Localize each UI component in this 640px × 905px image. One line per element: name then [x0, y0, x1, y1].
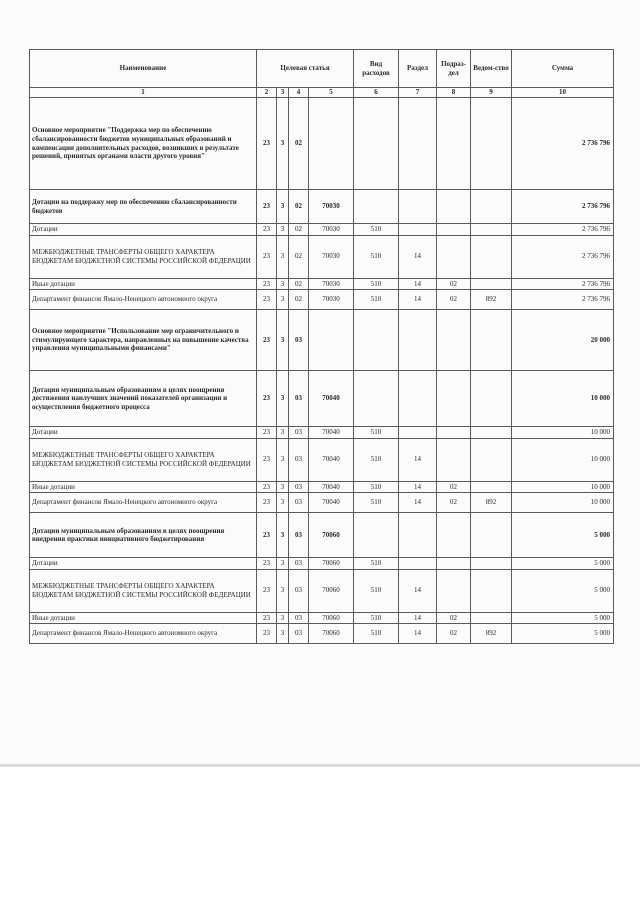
table-row	[30, 371, 614, 427]
row-subprogram: 3	[277, 371, 289, 427]
row-expense-type: 510	[354, 493, 399, 513]
row-program: 23	[257, 224, 277, 236]
row-subsection: 02	[437, 612, 471, 624]
row-event: 03	[289, 371, 309, 427]
header-target: Целевая статья	[257, 50, 354, 88]
row-event: 02	[289, 224, 309, 236]
row-amount: 5 000	[512, 569, 614, 612]
row-event: 02	[289, 98, 309, 190]
row-subsection	[437, 235, 471, 278]
table-row	[30, 558, 614, 570]
row-name: Дотации	[30, 427, 257, 439]
row-department	[471, 481, 512, 493]
column-number: 3	[277, 88, 289, 98]
row-subprogram: 3	[277, 558, 289, 570]
row-program: 23	[257, 427, 277, 439]
row-event: 03	[289, 427, 309, 439]
row-subsection: 02	[437, 278, 471, 290]
row-section	[399, 98, 437, 190]
row-department	[471, 310, 512, 371]
row-amount: 10 000	[512, 371, 614, 427]
row-event: 03	[289, 438, 309, 481]
row-section	[399, 427, 437, 439]
row-expense-type: 510	[354, 612, 399, 624]
row-subsection	[437, 438, 471, 481]
row-department	[471, 513, 512, 558]
row-expense-type: 510	[354, 278, 399, 290]
row-department	[471, 612, 512, 624]
row-amount: 2 736 796	[512, 278, 614, 290]
row-direction: 70060	[309, 513, 354, 558]
row-subprogram: 3	[277, 481, 289, 493]
row-amount: 20 000	[512, 310, 614, 371]
row-name: Дотации на поддержку мер по обеспечению сбалансированности бюджетов	[30, 190, 257, 224]
row-expense-type	[354, 513, 399, 558]
column-number-row	[30, 88, 614, 98]
row-event: 03	[289, 624, 309, 644]
row-amount: 2 736 796	[512, 224, 614, 236]
table-row	[30, 493, 614, 513]
row-expense-type: 510	[354, 438, 399, 481]
row-name: Департамент финансов Ямало-Ненецкого автономного округа	[30, 624, 257, 644]
table-row	[30, 481, 614, 493]
row-amount: 2 736 796	[512, 290, 614, 310]
row-subprogram: 3	[277, 310, 289, 371]
table-row	[30, 427, 614, 439]
row-direction: 70040	[309, 493, 354, 513]
table-row	[30, 569, 614, 612]
row-expense-type: 510	[354, 235, 399, 278]
row-amount: 10 000	[512, 438, 614, 481]
row-section: 14	[399, 569, 437, 612]
row-expense-type	[354, 371, 399, 427]
header-amount: Сумма	[512, 50, 614, 88]
header-name: Наименование	[30, 50, 257, 88]
row-program: 23	[257, 98, 277, 190]
row-event: 03	[289, 310, 309, 371]
row-direction: 70030	[309, 235, 354, 278]
row-subsection	[437, 513, 471, 558]
row-department	[471, 558, 512, 570]
row-program: 23	[257, 371, 277, 427]
row-name: Дотации муниципальным образованиям в целях поощрения внедрения практики инициативного бюджетирования	[30, 513, 257, 558]
row-direction: 70030	[309, 190, 354, 224]
row-program: 23	[257, 624, 277, 644]
row-event: 03	[289, 513, 309, 558]
table-body	[30, 98, 614, 644]
table-row	[30, 310, 614, 371]
row-amount: 10 000	[512, 427, 614, 439]
row-section	[399, 513, 437, 558]
table-row	[30, 624, 614, 644]
column-number: 4	[289, 88, 309, 98]
row-subprogram: 3	[277, 98, 289, 190]
row-expense-type	[354, 98, 399, 190]
row-amount: 5 000	[512, 612, 614, 624]
header-section: Раздел	[399, 50, 437, 88]
row-program: 23	[257, 558, 277, 570]
row-section: 14	[399, 290, 437, 310]
row-section: 14	[399, 235, 437, 278]
budget-table	[29, 49, 614, 644]
row-subprogram: 3	[277, 569, 289, 612]
table-row	[30, 190, 614, 224]
row-subsection: 02	[437, 624, 471, 644]
row-program: 23	[257, 438, 277, 481]
header-expense-type: Вид расходов	[354, 50, 399, 88]
row-subsection	[437, 427, 471, 439]
table-row	[30, 224, 614, 236]
row-amount: 5 000	[512, 558, 614, 570]
row-direction	[309, 98, 354, 190]
column-number: 10	[512, 88, 614, 98]
row-direction: 70060	[309, 612, 354, 624]
row-direction: 70060	[309, 569, 354, 612]
row-name: Иные дотации	[30, 278, 257, 290]
row-subprogram: 3	[277, 493, 289, 513]
row-expense-type	[354, 310, 399, 371]
row-event: 03	[289, 493, 309, 513]
table-row	[30, 98, 614, 190]
table-row	[30, 513, 614, 558]
row-event: 03	[289, 558, 309, 570]
row-subprogram: 3	[277, 190, 289, 224]
row-subprogram: 3	[277, 612, 289, 624]
row-subprogram: 3	[277, 278, 289, 290]
table-row	[30, 612, 614, 624]
row-name: МЕЖБЮДЖЕТНЫЕ ТРАНСФЕРТЫ ОБЩЕГО ХАРАКТЕРА БЮДЖЕТАМ БЮДЖЕТНОЙ СИСТЕМЫ РОССИЙСКОЙ ФЕДЕРАЦИИ	[30, 569, 257, 612]
row-section	[399, 190, 437, 224]
row-program: 23	[257, 569, 277, 612]
row-subprogram: 3	[277, 513, 289, 558]
row-subsection	[437, 569, 471, 612]
row-section	[399, 224, 437, 236]
column-number: 5	[309, 88, 354, 98]
row-event: 02	[289, 190, 309, 224]
header-department: Ведом-ство	[471, 50, 512, 88]
row-expense-type: 510	[354, 427, 399, 439]
row-department	[471, 235, 512, 278]
row-department	[471, 224, 512, 236]
row-section: 14	[399, 278, 437, 290]
column-number: 9	[471, 88, 512, 98]
row-department: 892	[471, 290, 512, 310]
row-subsection: 02	[437, 481, 471, 493]
row-subprogram: 3	[277, 290, 289, 310]
row-program: 23	[257, 612, 277, 624]
row-direction: 70040	[309, 481, 354, 493]
row-event: 03	[289, 569, 309, 612]
row-event: 03	[289, 612, 309, 624]
row-subprogram: 3	[277, 438, 289, 481]
row-subsection: 02	[437, 493, 471, 513]
row-department: 892	[471, 624, 512, 644]
row-direction: 70040	[309, 371, 354, 427]
row-program: 23	[257, 235, 277, 278]
column-number: 7	[399, 88, 437, 98]
row-direction: 70060	[309, 558, 354, 570]
row-department	[471, 278, 512, 290]
row-subsection	[437, 310, 471, 371]
row-expense-type: 510	[354, 569, 399, 612]
row-program: 23	[257, 190, 277, 224]
row-name: Департамент финансов Ямало-Ненецкого автономного округа	[30, 290, 257, 310]
row-name: Основное мероприятие "Использование мер ограничительного и стимулирующего характера, направленных на повышение качества управления муниципальными финансами"	[30, 310, 257, 371]
row-department	[471, 427, 512, 439]
table-row	[30, 438, 614, 481]
row-section	[399, 310, 437, 371]
row-subsection	[437, 371, 471, 427]
column-number: 1	[30, 88, 257, 98]
row-direction: 70040	[309, 427, 354, 439]
row-section: 14	[399, 493, 437, 513]
row-name: Дотации муниципальным образованиям в целях поощрения достижения наилучших значений показателей организации и осуществления бюджетного процесса	[30, 371, 257, 427]
row-section	[399, 371, 437, 427]
row-event: 03	[289, 481, 309, 493]
row-direction: 70030	[309, 278, 354, 290]
row-expense-type: 510	[354, 290, 399, 310]
row-program: 23	[257, 493, 277, 513]
header-subsection: Подраз-дел	[437, 50, 471, 88]
row-program: 23	[257, 278, 277, 290]
row-event: 02	[289, 278, 309, 290]
row-subprogram: 3	[277, 624, 289, 644]
row-name: МЕЖБЮДЖЕТНЫЕ ТРАНСФЕРТЫ ОБЩЕГО ХАРАКТЕРА БЮДЖЕТАМ БЮДЖЕТНОЙ СИСТЕМЫ РОССИЙСКОЙ ФЕДЕРАЦИИ	[30, 438, 257, 481]
row-direction: 70030	[309, 224, 354, 236]
row-section: 14	[399, 481, 437, 493]
column-number: 2	[257, 88, 277, 98]
row-name: МЕЖБЮДЖЕТНЫЕ ТРАНСФЕРТЫ ОБЩЕГО ХАРАКТЕРА БЮДЖЕТАМ БЮДЖЕТНОЙ СИСТЕМЫ РОССИЙСКОЙ ФЕДЕРАЦИИ	[30, 235, 257, 278]
row-name: Иные дотации	[30, 612, 257, 624]
row-amount: 10 000	[512, 493, 614, 513]
column-number: 6	[354, 88, 399, 98]
header-row	[30, 50, 614, 88]
row-expense-type: 510	[354, 224, 399, 236]
row-section: 14	[399, 624, 437, 644]
table-row	[30, 290, 614, 310]
row-event: 02	[289, 235, 309, 278]
row-name: Дотации	[30, 224, 257, 236]
row-direction: 70060	[309, 624, 354, 644]
row-amount: 5 000	[512, 513, 614, 558]
row-subprogram: 3	[277, 224, 289, 236]
row-subprogram: 3	[277, 427, 289, 439]
row-department	[471, 569, 512, 612]
row-expense-type: 510	[354, 624, 399, 644]
row-program: 23	[257, 481, 277, 493]
row-section: 14	[399, 438, 437, 481]
row-direction: 70040	[309, 438, 354, 481]
row-subsection	[437, 558, 471, 570]
row-section: 14	[399, 612, 437, 624]
row-amount: 2 736 796	[512, 98, 614, 190]
row-amount: 5 000	[512, 624, 614, 644]
row-expense-type: 510	[354, 558, 399, 570]
row-program: 23	[257, 310, 277, 371]
row-name: Основное мероприятие "Поддержка мер по обеспечению сбалансированности бюджетов муниципальных образований и компенсации дополнительных расходов, возникших в результате решений, принятых органами власти другого уровня"	[30, 98, 257, 190]
row-department	[471, 98, 512, 190]
row-name: Департамент финансов Ямало-Ненецкого автономного округа	[30, 493, 257, 513]
row-department	[471, 438, 512, 481]
row-amount: 2 736 796	[512, 235, 614, 278]
row-department	[471, 190, 512, 224]
row-name: Дотации	[30, 558, 257, 570]
row-direction: 70030	[309, 290, 354, 310]
row-subsection	[437, 224, 471, 236]
row-amount: 10 000	[512, 481, 614, 493]
blank-area	[0, 767, 640, 905]
row-subsection	[437, 190, 471, 224]
row-direction	[309, 310, 354, 371]
row-subsection	[437, 98, 471, 190]
row-subsection: 02	[437, 290, 471, 310]
table-row	[30, 235, 614, 278]
row-department	[471, 371, 512, 427]
row-name: Иные дотации	[30, 481, 257, 493]
row-expense-type	[354, 190, 399, 224]
row-section	[399, 558, 437, 570]
table-row	[30, 278, 614, 290]
row-amount: 2 736 796	[512, 190, 614, 224]
row-program: 23	[257, 290, 277, 310]
row-subprogram: 3	[277, 235, 289, 278]
column-number: 8	[437, 88, 471, 98]
row-department: 892	[471, 493, 512, 513]
row-expense-type: 510	[354, 481, 399, 493]
row-event: 02	[289, 290, 309, 310]
row-program: 23	[257, 513, 277, 558]
